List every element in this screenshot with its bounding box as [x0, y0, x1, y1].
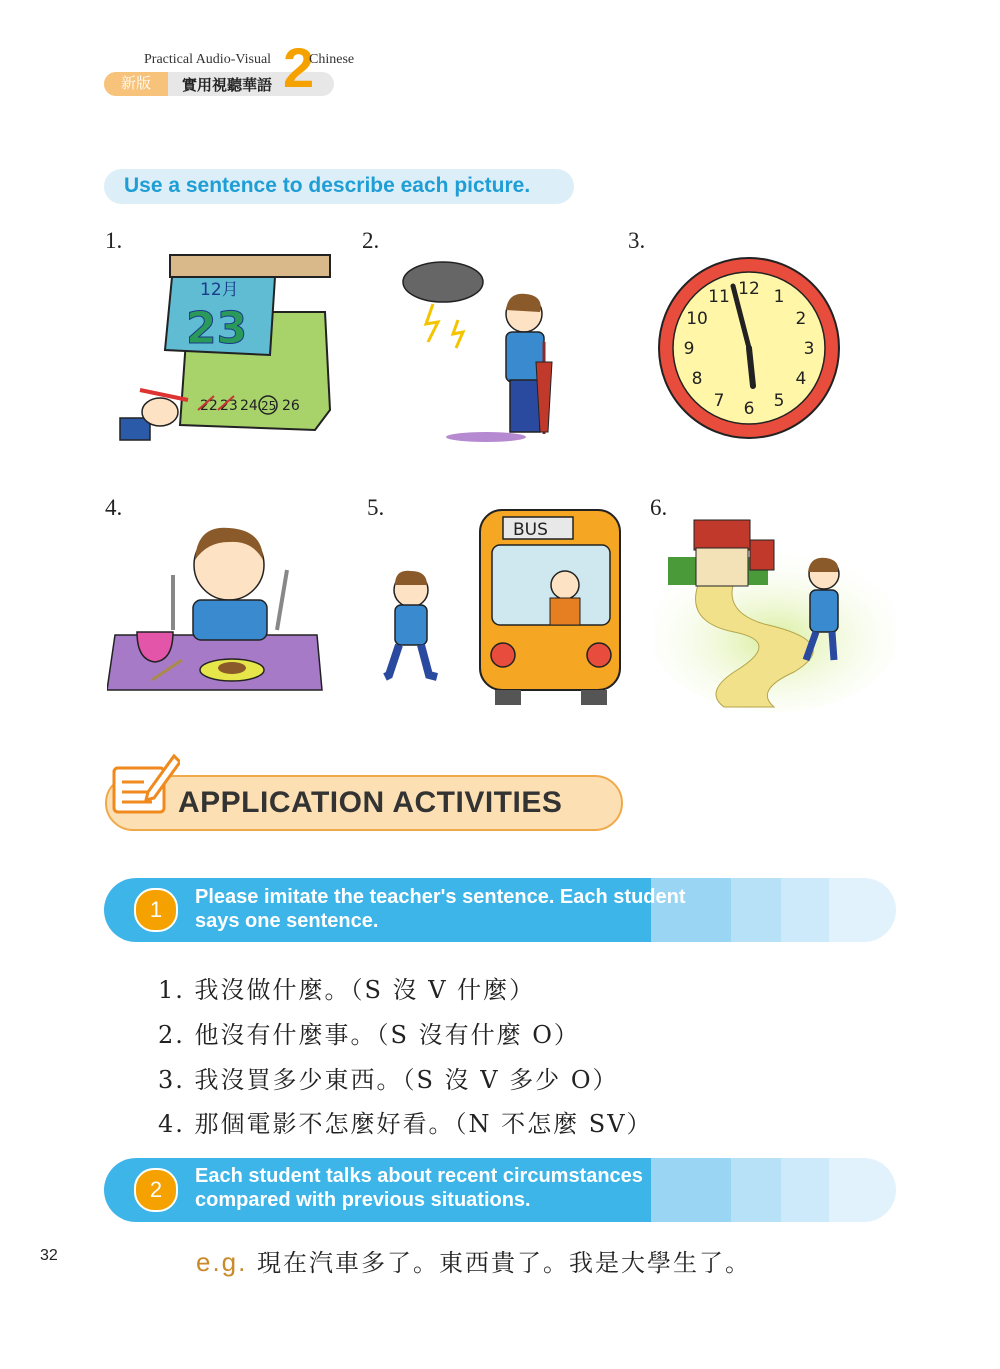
example-label: e.g.: [196, 1247, 248, 1277]
bus-illustration: [355, 505, 640, 710]
picture-number-5: 5.: [367, 495, 385, 520]
header-english-part2: Chinese: [309, 52, 355, 67]
calendar-date-26: 26: [282, 398, 300, 414]
calendar-date-23: 23: [220, 398, 238, 414]
calendar-date-25: 25: [261, 399, 277, 413]
clock-numeral: 12: [738, 279, 760, 299]
boy-eating-illustration: [107, 520, 327, 695]
application-activities-title: APPLICATION ACTIVITIES: [178, 786, 563, 819]
calendar-date-22: 22: [200, 398, 218, 414]
activity-badge-1: 1: [134, 888, 178, 932]
picture-number-3: 3.: [628, 228, 646, 253]
header-english-part1: Practical Audio-Visual: [144, 52, 272, 67]
example-text: 現在汽車多了。東西貴了。我是大學生了。: [257, 1249, 752, 1277]
clock-numeral: 9: [683, 339, 695, 359]
clock-numeral: 4: [795, 369, 807, 389]
calendar-month-text: 12月: [200, 280, 239, 300]
clock-numeral: 5: [773, 390, 785, 411]
picture-number-4: 4.: [105, 495, 123, 520]
clock-numeral: 10: [686, 309, 708, 329]
clock-numeral: 11: [708, 287, 730, 308]
clock-numeral: 3: [803, 339, 815, 359]
header-chinese-title: 實用視聽華語: [182, 76, 273, 94]
page-number: 32: [40, 1247, 58, 1264]
pencil-notepad-icon-overlay: [108, 748, 180, 820]
sentence-2: 2. 他沒有什麼事。（S 沒有什麼 O）: [158, 1021, 580, 1049]
calendar-illustration: [110, 250, 340, 450]
activity-badge-2: 2: [134, 1168, 178, 1212]
picture-number-6: 6.: [650, 495, 668, 520]
clock-numeral: 1: [773, 287, 785, 308]
sentence-1: 1. 我沒做什麼。（S 沒 V 什麼）: [158, 976, 536, 1004]
picture-number-1: 1.: [105, 228, 123, 253]
clock-numeral: 8: [691, 369, 703, 389]
activity-text-2: Each student talks about recent circumstances compared with previous situations.: [195, 1165, 643, 1211]
boy-cloud-illustration: [398, 252, 578, 442]
instruction-text: Use a sentence to describe each picture.: [124, 174, 531, 197]
clock-numeral: 6: [743, 399, 755, 419]
clock-numeral: 2: [795, 309, 807, 329]
new-edition-badge: 新版: [104, 72, 168, 96]
sentence-3: 3. 我沒買多少東西。（S 沒 V 多少 O）: [158, 1066, 619, 1094]
calendar-date-24: 24: [240, 398, 258, 414]
calendar-day-text: 23: [186, 303, 248, 354]
activity-text-1: Please imitate the teacher's sentence. Each student says one sentence.: [195, 886, 686, 932]
walking-path-illustration: [654, 512, 896, 712]
clock-numeral: 7: [713, 390, 725, 411]
example-row: [196, 1243, 751, 1278]
sentence-4: 4. 那個電影不怎麼好看。（N 不怎麼 SV）: [158, 1110, 653, 1138]
header-volume-number: 2: [283, 36, 315, 99]
picture-number-2: 2.: [362, 228, 380, 253]
bus-sign-text: BUS: [513, 520, 548, 540]
clock-illustration: [655, 256, 845, 441]
